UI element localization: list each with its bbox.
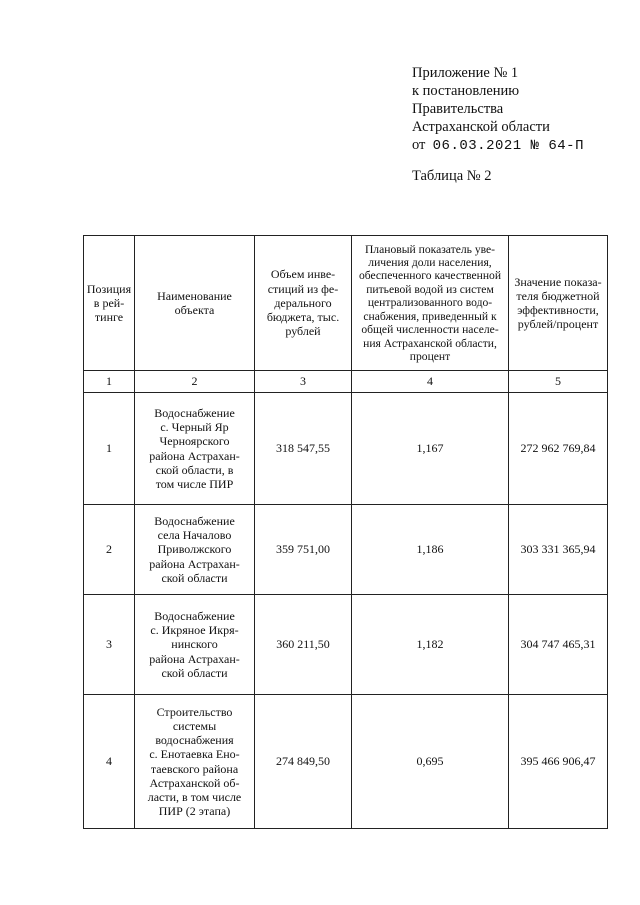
appendix-line-1: Приложение № 1 [412, 65, 519, 81]
column-header-position: Позиция в рей- тинге [84, 236, 135, 371]
cell-position: 1 [84, 393, 135, 505]
appendix-header [412, 64, 584, 155]
cell-efficiency: 272 962 769,84 [509, 393, 608, 505]
cell-name: Водоснабжение с. Икряное Икря- нинского района Астрахан- ской области [135, 595, 255, 695]
table-row [84, 695, 608, 829]
appendix-line-4: Астраханской области [412, 119, 550, 135]
cell-position: 2 [84, 505, 135, 595]
column-number: 1 [84, 371, 135, 393]
appendix-line-3: Правительства [412, 101, 504, 117]
column-header-indicator: Плановый показатель уве- личения доли населения, обеспеченного качественной питьевой водой из систем централизованного водо- снабжения, приведенный к общей численности населе- ния Астраханской области, процент [352, 236, 509, 371]
date-prefix: от [412, 137, 426, 153]
column-header-investment: Объем инве- стиций из фе- дерального бюджета, тыс. рублей [255, 236, 352, 371]
table-row [84, 505, 608, 595]
appendix-date-line [412, 136, 584, 155]
column-number: 3 [255, 371, 352, 393]
cell-indicator: 1,167 [352, 393, 509, 505]
column-number: 5 [509, 371, 608, 393]
cell-investment: 360 211,50 [255, 595, 352, 695]
appendix-line-2: к постановлению [412, 83, 520, 99]
cell-investment: 359 751,00 [255, 505, 352, 595]
cell-indicator: 1,182 [352, 595, 509, 695]
cell-efficiency: 303 331 365,94 [509, 505, 608, 595]
cell-investment: 274 849,50 [255, 695, 352, 829]
column-number-row [84, 371, 608, 393]
cell-indicator: 0,695 [352, 695, 509, 829]
column-header-name: Наименование объекта [135, 236, 255, 371]
rating-table [83, 235, 608, 829]
cell-position: 4 [84, 695, 135, 829]
table-label: Таблица № 2 [412, 168, 492, 184]
cell-indicator: 1,186 [352, 505, 509, 595]
table-row [84, 393, 608, 505]
column-number: 2 [135, 371, 255, 393]
column-number: 4 [352, 371, 509, 393]
table-row [84, 595, 608, 695]
column-header-efficiency: Значение показа- теля бюджетной эффективности, рублей/процент [509, 236, 608, 371]
cell-position: 3 [84, 595, 135, 695]
cell-name: Водоснабжение с. Черный Яр Черноярского района Астрахан- ской области, в том числе ПИР [135, 393, 255, 505]
cell-investment: 318 547,55 [255, 393, 352, 505]
date-value: 06.03.2021 № 64-П [432, 138, 584, 154]
cell-efficiency: 304 747 465,31 [509, 595, 608, 695]
cell-name: Водоснабжение села Началово Приволжского района Астрахан- ской области [135, 505, 255, 595]
cell-name: Строительство системы водоснабжения с. Енотаевка Ено- таевского района Астраханской об- ласти, в том числе ПИР (2 этапа) [135, 695, 255, 829]
cell-efficiency: 395 466 906,47 [509, 695, 608, 829]
table-header-row [84, 236, 608, 371]
